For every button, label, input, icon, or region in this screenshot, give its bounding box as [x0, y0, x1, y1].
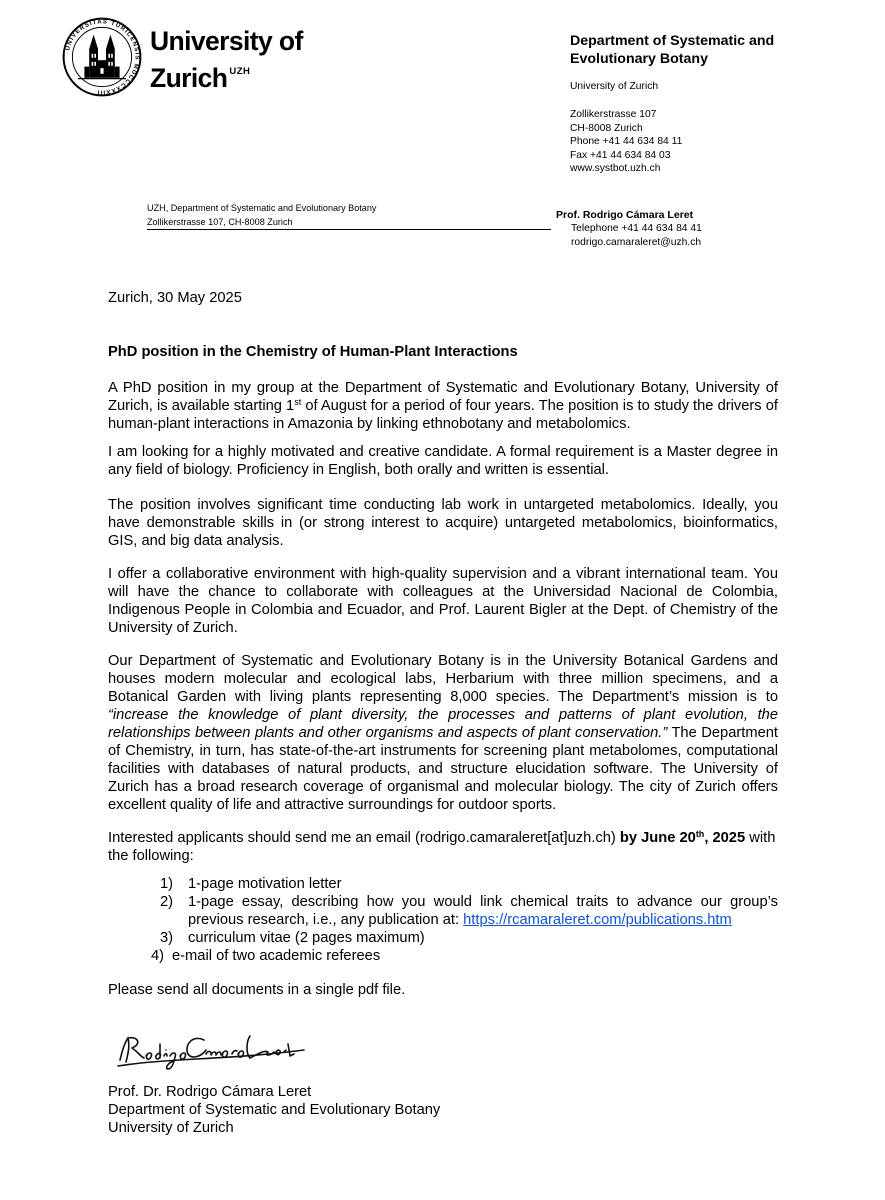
contact-telephone: Telephone +41 44 634 84 41	[571, 223, 702, 234]
contact-email: rodrigo.camaraleret@uzh.ch	[571, 236, 702, 248]
letter-date: Zurich, 30 May 2025	[108, 290, 242, 306]
logo-uzh-mark: UZH	[229, 66, 251, 77]
signoff-university: University of Zurich	[108, 1120, 234, 1136]
header-city: CH-8008 Zurich	[570, 122, 643, 134]
return-address-rule	[147, 229, 551, 230]
header-university: University of Zurich	[570, 81, 659, 92]
seal-text: UNIVERSITAS TURICENSIS MDCCCXXXIII	[65, 19, 140, 95]
paragraph-2: I am looking for a highly motivated and creative candidate. A formal requirement is a Master degree in any field of biology. Proficiency in English, both orally and written is essential.	[108, 444, 778, 478]
list-item-1-number: 1)	[160, 876, 174, 892]
header-website: www.systbot.uzh.ch	[570, 163, 661, 175]
logo-wordmark-line1: University of	[150, 26, 303, 56]
department-title	[570, 32, 870, 68]
list-item-4-number: 4)	[151, 948, 165, 964]
letter-subject: PhD position in the Chemistry of Human-Plant Interactions	[108, 344, 518, 360]
paragraph-3: The position involves significant time conducting lab work in untargeted metabolomics. Ideally, you have demonstrable skills in (or strong interest to acquire) untargeted metabolomics, bioinformatics, GIS, and big data analysis.	[108, 497, 778, 549]
publications-link[interactable]: https://rcamaraleret.com/publications.htm	[463, 912, 732, 928]
paragraph-6-line2: the following:	[108, 848, 194, 864]
header-phone: Phone +41 44 634 84 11	[570, 136, 683, 148]
svg-text:UNIVERSITAS TURICENSIS MDCCCXX	[65, 19, 140, 94]
signoff-department: Department of Systematic and Evolutionary Botany	[108, 1102, 441, 1118]
list-item-1-text: 1-page motivation letter	[188, 876, 342, 892]
return-address-line2: Zollikerstrasse 107, CH-8008 Zurich	[147, 216, 293, 227]
list-item-4-text: e-mail of two academic referees	[172, 948, 381, 964]
list-item-2-text-line2: previous research, i.e., any publication at: https://rcamaraleret.com/publications.htm	[188, 912, 732, 928]
signoff-name: Prof. Dr. Rodrigo Cámara Leret	[108, 1084, 312, 1100]
list-item-3-number: 3)	[160, 930, 174, 946]
department-title-line1: Department of Systematic and	[570, 33, 775, 49]
department-title-line2: Evolutionary Botany	[570, 51, 708, 67]
contact-name: Prof. Rodrigo Cámara Leret	[556, 209, 694, 221]
paragraph-4: I offer a collaborative environment with high-quality supervision and a vibrant international team. You will have the chance to collaborate with colleagues at the Universidad Nacional de Colombia, Indigenous People in Colombia and Ecuador, and Prof. Laurent Bigler at the Dept. of Chemistry of the University of Zurich.	[108, 566, 778, 636]
header-street: Zollikerstrasse 107	[570, 109, 657, 120]
mission-quote: “increase the knowledge of plant diversity, the processes and patterns of plant evolution, the relationships between plants and other organisms and aspects of plant conservation.”	[108, 707, 778, 741]
paragraph-6-line1: Interested applicants should send me an email (rodrigo.camaraleret[at]uzh.ch) by June 20th, 2025 with	[108, 829, 776, 846]
signature-image	[108, 1022, 308, 1078]
logo-zurich: Zurich	[150, 63, 228, 93]
logo-wordmark-line2	[150, 57, 250, 93]
paragraph-1: A PhD position in my group at the Department of Systematic and Evolutionary Botany, University of Zurich, is available starting 1st of August for a period of four years. The position is to study the drivers of human-plant interactions in Amazonia by linking ethnobotany and metabolomics.	[108, 380, 778, 432]
university-seal-logo	[62, 17, 142, 97]
closing-instruction: Please send all documents in a single pdf file.	[108, 982, 406, 998]
header-fax: Fax +41 44 634 84 03	[570, 149, 671, 161]
list-item-3-text: curriculum vitae (2 pages maximum)	[188, 930, 425, 946]
return-address-line1: UZH, Department of Systematic and Evolutionary Botany	[147, 203, 377, 213]
paragraph-5: Our Department of Systematic and Evolutionary Botany is in the University Botanical Gardens and houses modern molecular and ecological labs, Herbarium with three million specimens, and a Botanical Garden with living plants representing 8,000 species. The Department’s mission is to “increase the knowledge of plant diversity, the processes and patterns of plant evolution, the relationships between plants and other organisms and aspects of plant conservation.” The Department of Chemistry, in turn, has state-of-the-art instruments for screening plant metabolomes, computational facilities with databases of natural products, and structure elucidation software. The University of Zurich has a broad research coverage of organismal and molecular biology. The city of Zurich offers excellent quality of life and attractive surroundings for outdoor sports.	[108, 653, 778, 813]
return-address	[147, 202, 376, 229]
list-item-2-text-line1: 1-page essay, describing how you would link chemical traits to advance our group’s	[188, 894, 778, 910]
list-item-2-number: 2)	[160, 894, 174, 910]
